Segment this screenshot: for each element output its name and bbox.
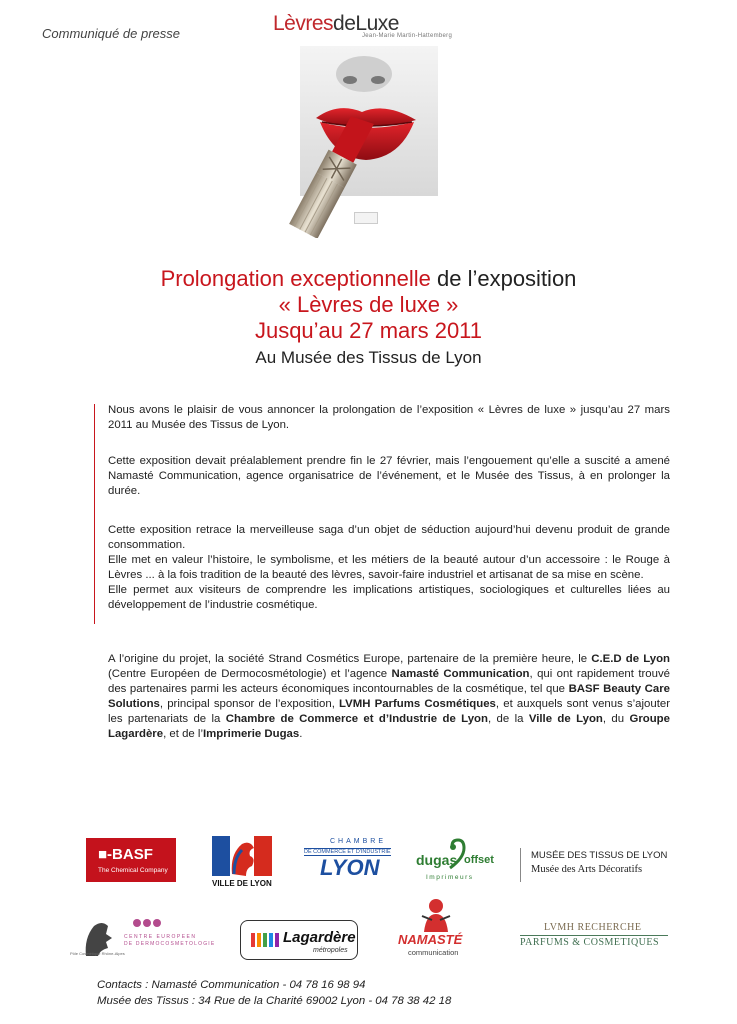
lagardere-logo [240,920,358,960]
paragraph-1 [108,403,670,433]
basf-logo [86,838,176,882]
paragraph-3 [108,523,670,613]
figure-icon [416,898,456,932]
paragraph-3b-text: Elle met en valeur l’histoire, le symbolisme, et les métiers de la beauté autour d’un accessoire : le Rouge à Lèvres ... à la fois tradition de la beauté des lèvres, savoir-faire industriel et artisanat de sa mise en scène. [108,554,670,581]
contact-line-1: Contacts : Namasté Communication - 04 78 16 98 94 [97,979,366,991]
lips-lipstick-image [268,46,440,238]
cci-lyon-logo [302,838,402,882]
p4-bold-cci: Chambre de Commerce et d’Industrie de Lyon [225,713,488,725]
dugas-name: dugas [416,852,458,868]
dugas-offset-text: offset [464,854,494,866]
cci-main-text: LYON [320,855,380,880]
basf-name: ■-BASF [98,846,153,863]
body-accent-rule [94,404,95,624]
ced-small: Pôle Cosmétique Rhône-Alpes [70,951,125,956]
basf-tagline: The Chemical Company [98,867,168,874]
p4-bold-basf: BASF Beauty Care Solutions [108,683,670,710]
ced-lyon-logo [66,914,216,958]
brand-part-1: Lèvres [273,12,334,35]
namaste-logo [396,898,478,960]
paragraph-4 [108,652,670,742]
paragraph-3a-text: Cette exposition retrace la merveilleuse saga d’un objet de séduction aujourd’hui devenu produit de grande consommation. [108,524,670,551]
lvmh-line-1: LVMH RECHERCHE [544,922,642,933]
contact-line-2: Musée des Tissus : 34 Rue de la Charité 69002 Lyon - 04 78 38 42 18 [97,995,452,1007]
headline-black-part: de l’exposition [430,266,577,291]
cci-top-text: CHAMBRE [330,838,387,845]
lvmh-divider [520,935,668,936]
p4-bold-ced: C.E.D de Lyon [591,653,670,665]
p4-bold-lagardere: Groupe Lagardère [108,713,670,740]
headline-red-part: Prolongation exceptionnelle [160,266,431,291]
headline-line-4: Au Musée des Tissus de Lyon [255,348,482,367]
p4-seg-5: , et auxquels sont venus s’ajouter les partenariats de la [108,698,670,725]
lvmh-line-2: PARFUMS & COSMETIQUES [520,937,660,948]
musee-line-1: MUSÉE DES TISSUS DE LYON [531,850,668,861]
image-caption-mark [354,212,378,224]
ced-line-2: DE DERMOCOSMETOLOGIE [124,941,216,947]
paragraph-1-text: Nous avons le plaisir de vous annoncer la prolongation de l’exposition « Lèvres de luxe » jusqu’au 27 mars 2011 au Musée des Tissus de Lyon. [108,404,670,431]
lion-icon [210,836,274,878]
p4-seg-6: , de la [487,713,529,725]
headline-line-2: « Lèvres de luxe » [278,292,459,317]
namaste-name: NAMASTÉ [398,932,463,947]
ville-de-lyon-text: VILLE DE LYON [212,879,272,888]
p4-seg-1: A l’origine du projet, la société Strand Cosmétics Europe, partenaire de la première heure, le [108,653,592,665]
headline-line-1 [0,266,737,292]
press-release-label: Communiqué de presse [42,26,181,41]
dugas-tagline: Imprimeurs [426,874,474,881]
dugas-offset-logo [412,838,500,884]
p4-bold-dugas: Imprimerie Dugas [202,728,300,740]
brand-part-2: deLuxe [333,12,399,35]
musee-line-2: Musée des Arts Décoratifs [531,864,643,875]
cci-mid-text: DE COMMERCE ET D'INDUSTRIE [304,849,391,855]
dots-icon [132,918,162,928]
headline-line-3: Jusqu’au 27 mars 2011 [254,318,483,343]
p4-seg-2: (Centre Européen de Dermocosmétologie) et l’agence [108,668,392,680]
paragraph-4-text [108,652,670,742]
p4-bold-lvmh: LVMH Parfums Cosmétiques [339,698,496,710]
p4-bold-namaste: Namasté Communication [391,668,530,680]
p4-bold-ville: Ville de Lyon [528,713,603,725]
brand-subtitle: Jean-Marie Martin-Hattemberg [362,33,453,39]
paragraph-3c-text: Elle permet aux visiteurs de comprendre les implications artistiques, sociologiques et culturelles liées au développement de l’industrie cosmétique. [108,584,670,611]
color-bars-icon [251,933,279,947]
p4-seg-3: , qui ont rapidement trouvé des partenaires parmi les acteurs économiques incontournables de la cosmétique, tel que [108,668,670,695]
lagardere-sub: métropoles [313,947,348,954]
paragraph-2 [108,454,670,499]
paragraph-2-text: Cette exposition devait préalablement prendre fin le 27 février, mais l’engouement qu’elle a suscité a amené Namasté Communication, agence organisatrice de l’événement, et le Musée des Tissus, à en prolonger la durée. [108,455,670,497]
p4-seg-4: , principal sponsor de l’exposition, [159,698,340,710]
namaste-sub: communication [408,948,459,957]
lagardere-name: Lagardère [283,929,356,946]
p4-seg-8: , et de l’ [163,728,203,740]
contacts-block [97,977,451,1009]
musee-tissus-logo [520,848,681,882]
ville-de-lyon-logo [210,836,274,892]
ced-line-1: CENTRE EUROPEEN [124,934,197,940]
p4-seg-9: . [299,728,303,740]
p4-seg-7: , du [602,713,630,725]
lvmh-recherche-logo [520,922,668,952]
